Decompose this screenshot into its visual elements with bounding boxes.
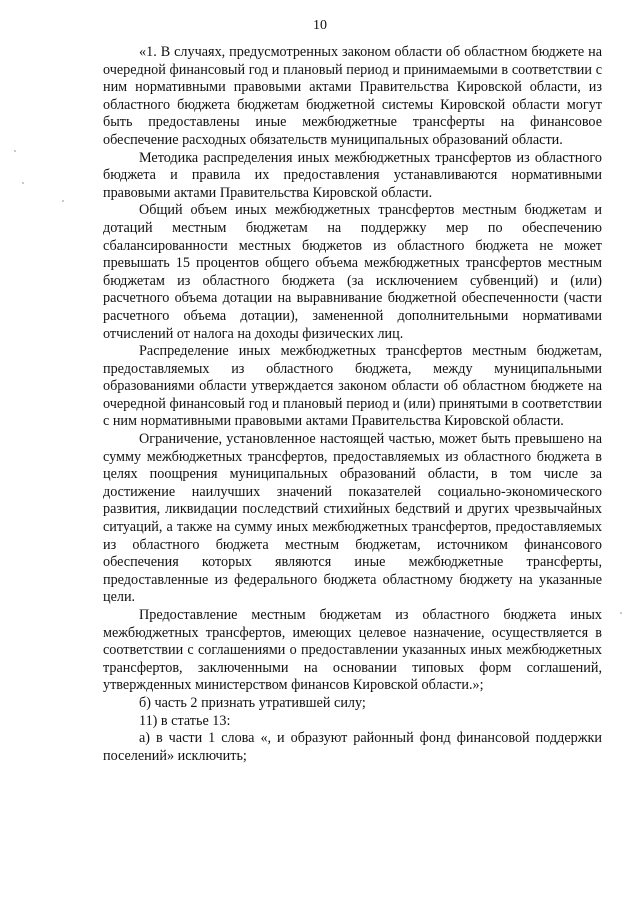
paragraph-methodology: Методика распределения иных межбюджетных трансфертов из областного бюджета и правила их предоставления устанавливаются нормативными правовыми актами Правительства Кировской области. xyxy=(103,149,602,201)
list-item-a: а) в части 1 слова «, и образуют районный фонд финансовой поддержки поселений» исключить; xyxy=(103,730,602,764)
scan-speck xyxy=(14,150,16,152)
list-item-b: б) часть 2 признать утратившей силу; xyxy=(139,694,366,711)
scan-speck xyxy=(62,200,64,202)
paragraph-distribution: Распределение иных межбюджетных трансфертов местным бюджетам, предоставляемых из областного бюджета, между муниципальными образованиями области утверждается законом области об областном бюджете на очередной финансовый год и плановый период и (или) принятыми в соответствии с ним нормативными правовыми актами Правительства Кировской области. xyxy=(103,343,602,430)
list-item-11: 11) в статье 13: xyxy=(139,712,231,729)
paragraph-provision: Предоставление местным бюджетам из областного бюджета иных межбюджетных трансфертов, имеющих целевое назначение, осуществляется в соответствии с соглашениями о предоставлении указанных иных межбюджетных трансфертов, заключенными на основании типовых форм соглашений, утвержденных министерством финансов Кировской области.»; xyxy=(103,607,602,694)
paragraph-transfers-intro: «1. В случаях, предусмотренных законом области об областном бюджете на очередной финансовый год и плановый период и принимаемыми в соответствии с ним нормативными правовыми актами Правительства Кировской области, из областного бюджета бюджетам бюджетной системы Кировской области могут быть предоставлены иные межбюджетные трансферты на финансовое обеспечение расходных обязательств муниципальных образований области. xyxy=(103,44,602,148)
scan-speck xyxy=(22,182,24,184)
scan-speck xyxy=(620,612,622,614)
page-number: 10 xyxy=(313,18,327,33)
document-body xyxy=(103,44,602,765)
paragraph-limitation: Ограничение, установленное настоящей частью, может быть превышено на сумму межбюджетных трансфертов, предоставляемых из областного бюджета в целях поощрения муниципальных образований области, в том числе за достижение наилучших значений показателей социально-экономического развития, ликвидации последствий стихийных бедствий и других чрезвычайных ситуаций, а также на сумму иных межбюджетных трансфертов, предоставляемых из областного бюджета местным бюджетам, источником финансового обеспечения которых являются иные межбюджетные трансферты, предоставленные из федерального бюджета областному бюджету на указанные цели. xyxy=(103,431,602,606)
paragraph-total-volume: Общий объем иных межбюджетных трансфертов местным бюджетам и дотаций местным бюджетам на поддержку мер по обеспечению сбалансированности местных бюджетов из областного бюджета не может превышать 15 процентов общего объема межбюджетных трансфертов местным бюджетам из областного бюджета (за исключением субвенций) и (или) расчетного объема дотации на выравнивание бюджетной обеспеченности (части расчетного объема дотации), замененной дополнительными нормативами отчислений от налога на доходы физических лиц. xyxy=(103,202,602,342)
